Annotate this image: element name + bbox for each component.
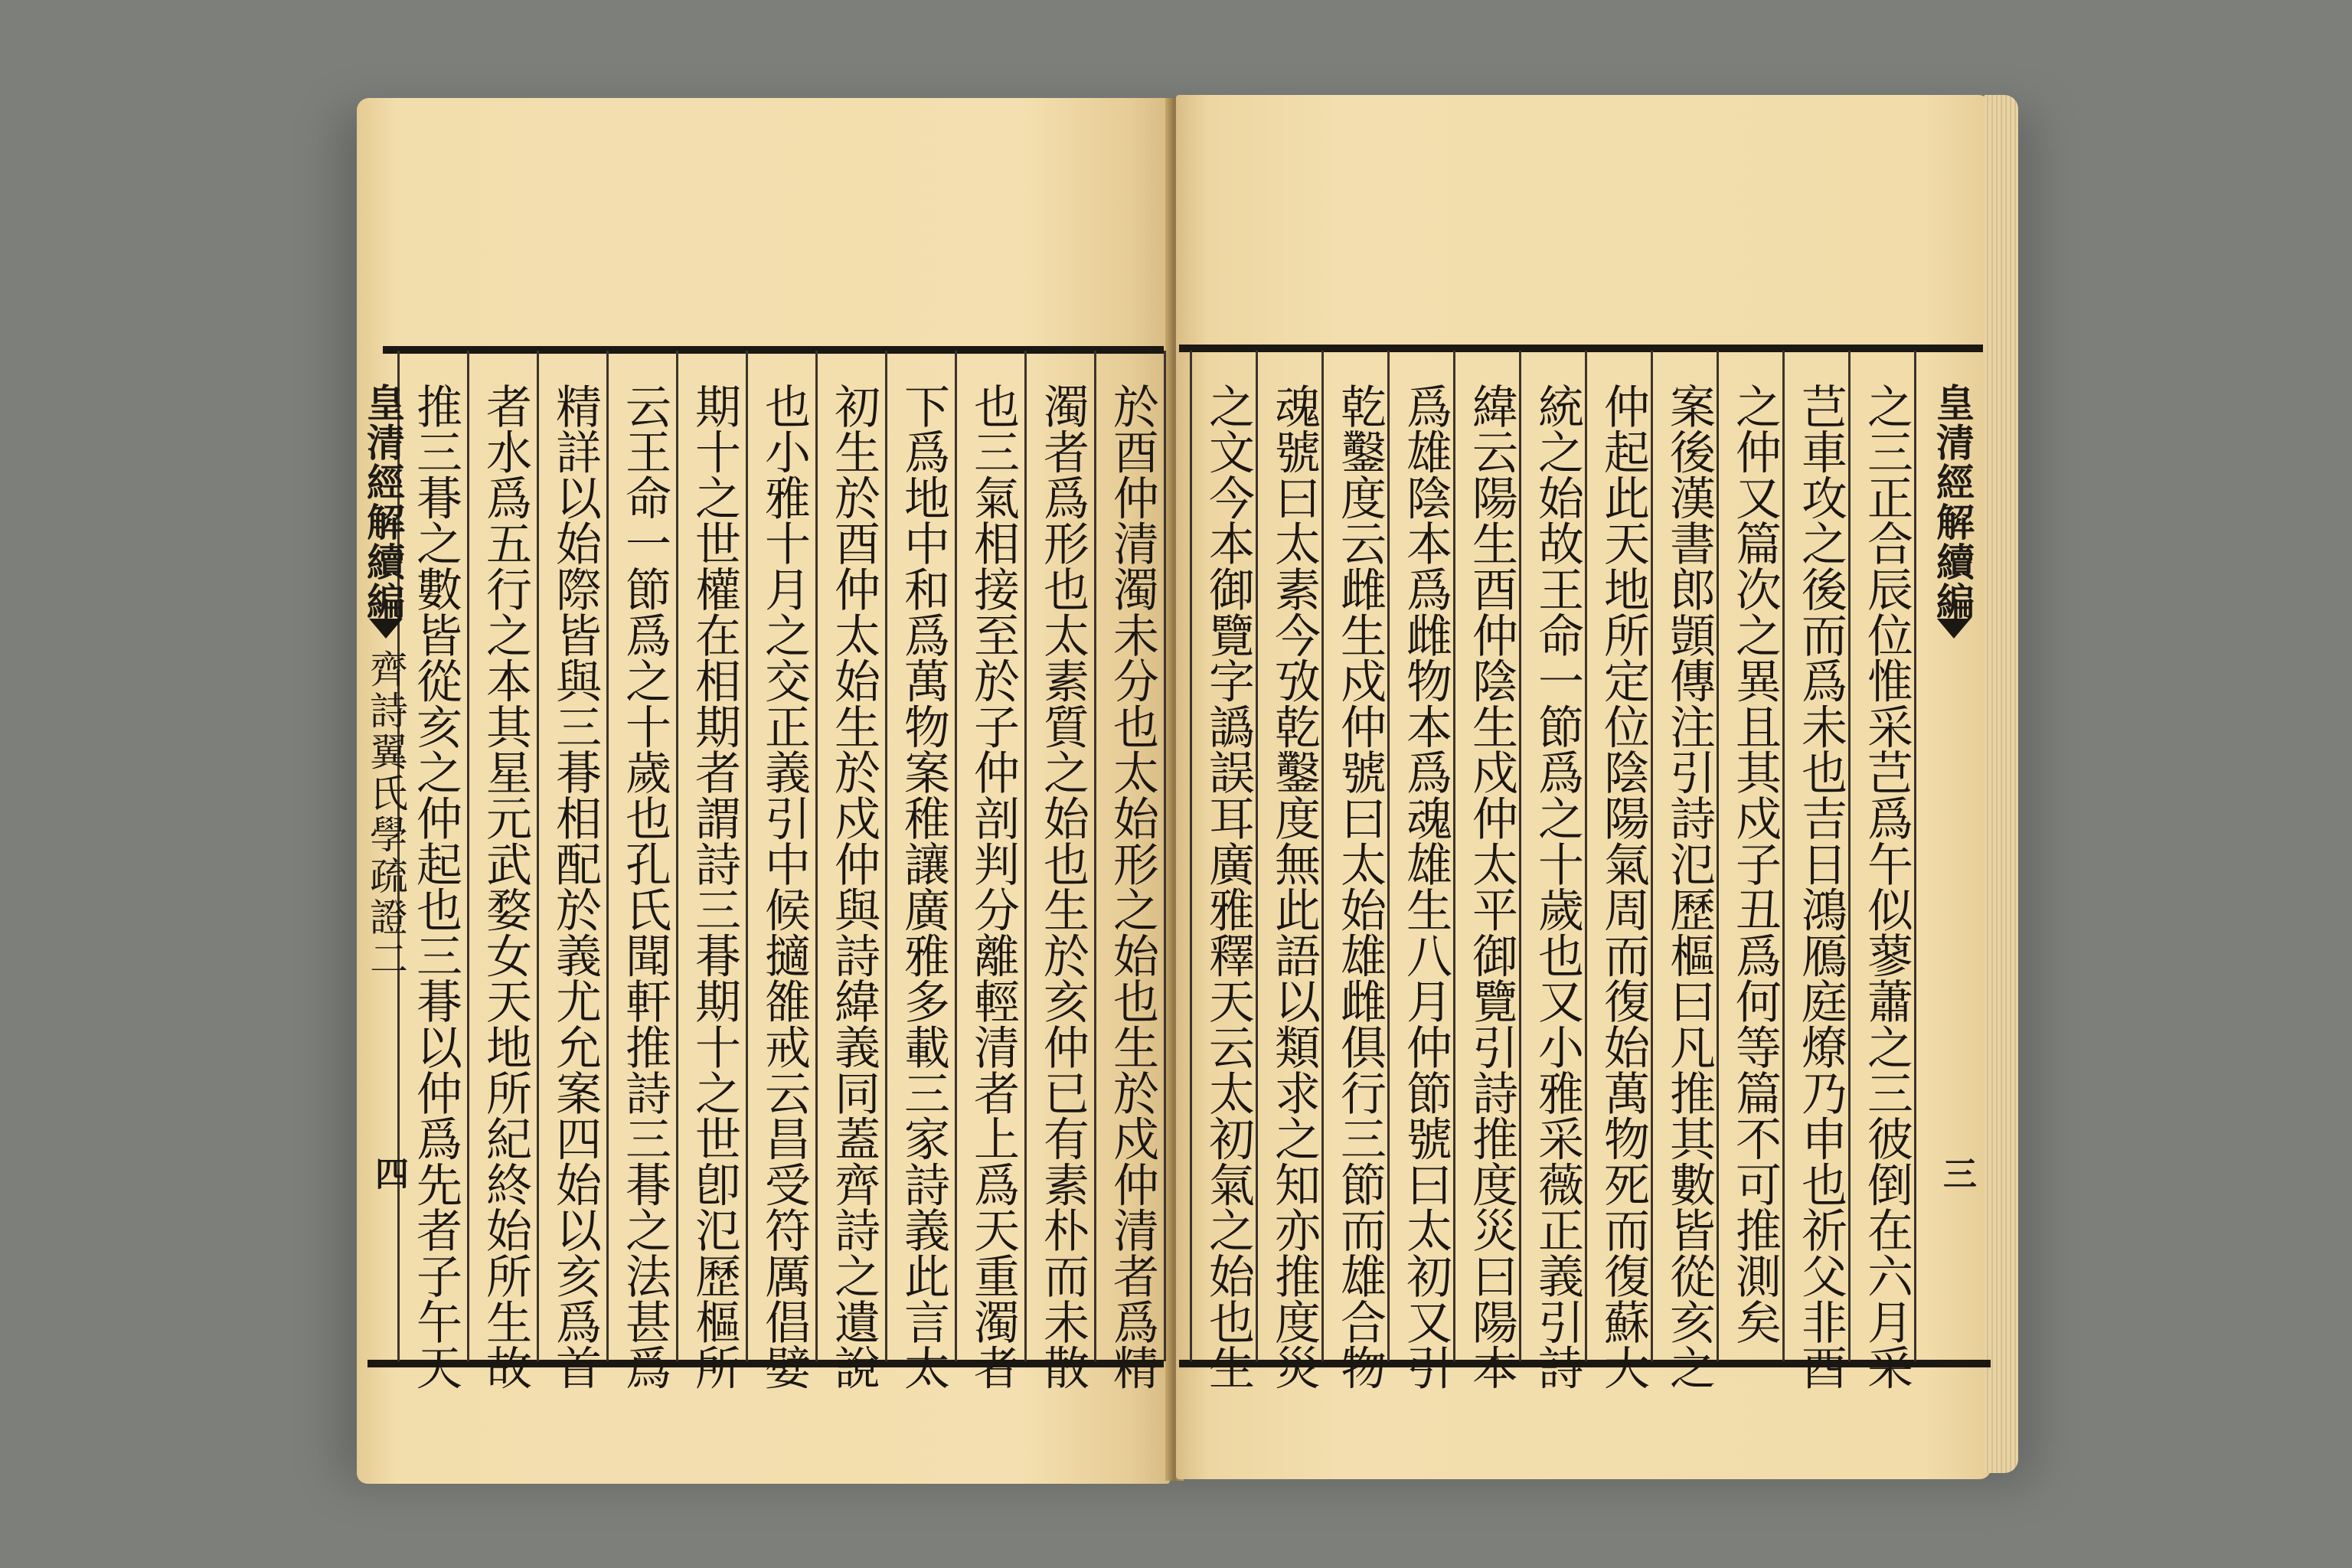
left-page-text-column: 推三朞之數皆從亥之仲起也三朞以仲爲先者子午天	[409, 383, 462, 1390]
left-page-column-rule	[885, 351, 887, 1361]
right-page-text-column: 案後漢書郎顗傳注引詩氾歷樞曰凡推其數皆從亥之	[1662, 383, 1716, 1390]
left-page-text-column: 也小雅十月之交正義引中候擿雒戒云昌受符厲倡嬖	[757, 383, 811, 1390]
page-edges	[1984, 95, 2018, 1473]
left-page-number: 四	[369, 1156, 408, 1190]
left-margin-subtitle: 齊詩翼氏學疏證二	[364, 649, 408, 980]
left-page-column-rule	[1164, 351, 1166, 1361]
left-page-column-rule	[746, 351, 748, 1361]
right-page-text-column: 仲起此天地所定位陰陽氣周而復始萬物死而復蘇大	[1596, 383, 1650, 1390]
left-frame-top	[383, 346, 1164, 354]
left-page-column-rule	[1094, 351, 1096, 1361]
left-page-column-rule	[537, 351, 539, 1361]
left-fish-tail-mark	[369, 619, 403, 639]
left-page-text-column: 期十之世權在相期者謂詩三朞期十之世卽氾歷樞所	[688, 383, 741, 1390]
right-page-column-rule	[1190, 351, 1192, 1361]
left-page-column-rule	[606, 351, 609, 1361]
left-page-text-column: 云王命一節爲之十歲也孔氏聞軒推詩三朞之法甚爲	[618, 383, 671, 1390]
left-page-text-column: 初生於酉仲太始生於戍仲與詩緯義同蓋齊詩之遺說	[827, 383, 880, 1390]
right-margin-title: 皇清經解續編	[1930, 383, 1975, 622]
right-page-text-column: 統之始故王命一節爲之十歲也又小雅采薇正義引詩	[1530, 383, 1584, 1390]
right-fish-tail-mark	[1937, 619, 1971, 639]
left-page-column-rule	[815, 351, 818, 1361]
right-page-text-column: 魂號曰太素今攷乾鑿度無此語以類求之知亦推度災	[1267, 383, 1321, 1390]
right-page-text-column: 爲雄陰本爲雌物本爲魂雄生八月仲節號曰太初又引	[1399, 383, 1452, 1390]
left-page-text-column: 者水爲五行之本其星元武婺女天地所紀終始所生故	[479, 383, 532, 1390]
right-page-text-column: 之文今本御覽字譌誤耳廣雅釋天云太初氣之始也生	[1201, 383, 1255, 1390]
left-margin-title: 皇清經解續編	[361, 383, 406, 622]
left-page-column-rule	[955, 351, 957, 1361]
right-frame-top	[1179, 345, 1983, 352]
right-page-text-column: 芑車攻之後而爲未也吉日鴻鴈庭燎乃申也祈父非酉	[1794, 383, 1847, 1390]
left-page-text-column: 下爲地中和爲萬物案稚讓廣雅多載三家詩義此言太	[897, 383, 950, 1390]
left-page-column-rule	[467, 351, 469, 1361]
left-page-column-rule	[676, 351, 678, 1361]
left-page-text-column: 濁者爲形也太素質之始也生於亥仲已有素朴而未散	[1036, 383, 1089, 1390]
right-page-text-column: 之三正合辰位惟采芑爲午似蓼蕭之三彼倒在六月采	[1860, 383, 1913, 1390]
left-page-text-column: 也三氣相接至於子仲剖判分離輕清者上爲天重濁者	[966, 383, 1020, 1390]
right-page-number: 三	[1937, 1156, 1976, 1190]
left-page-text-column: 精詳以始際皆與三朞相配於義尤允案四始以亥爲首	[548, 383, 602, 1390]
right-page-text-column: 乾鑿度云雌生戍仲號曰太始雄雌俱行三節而雄合物	[1333, 383, 1387, 1390]
right-page-text-column: 緯云陽生酉仲陰生戍仲太平御覽引詩推度災曰陽本	[1465, 383, 1518, 1390]
right-page-text-column: 之仲又篇次之異且其戍子丑爲何等篇不可推測矣	[1728, 383, 1782, 1344]
left-page-text-column: 於酉仲清濁未分也太始形之始也生於戍仲清者爲精	[1106, 383, 1159, 1390]
left-page-column-rule	[1024, 351, 1027, 1361]
